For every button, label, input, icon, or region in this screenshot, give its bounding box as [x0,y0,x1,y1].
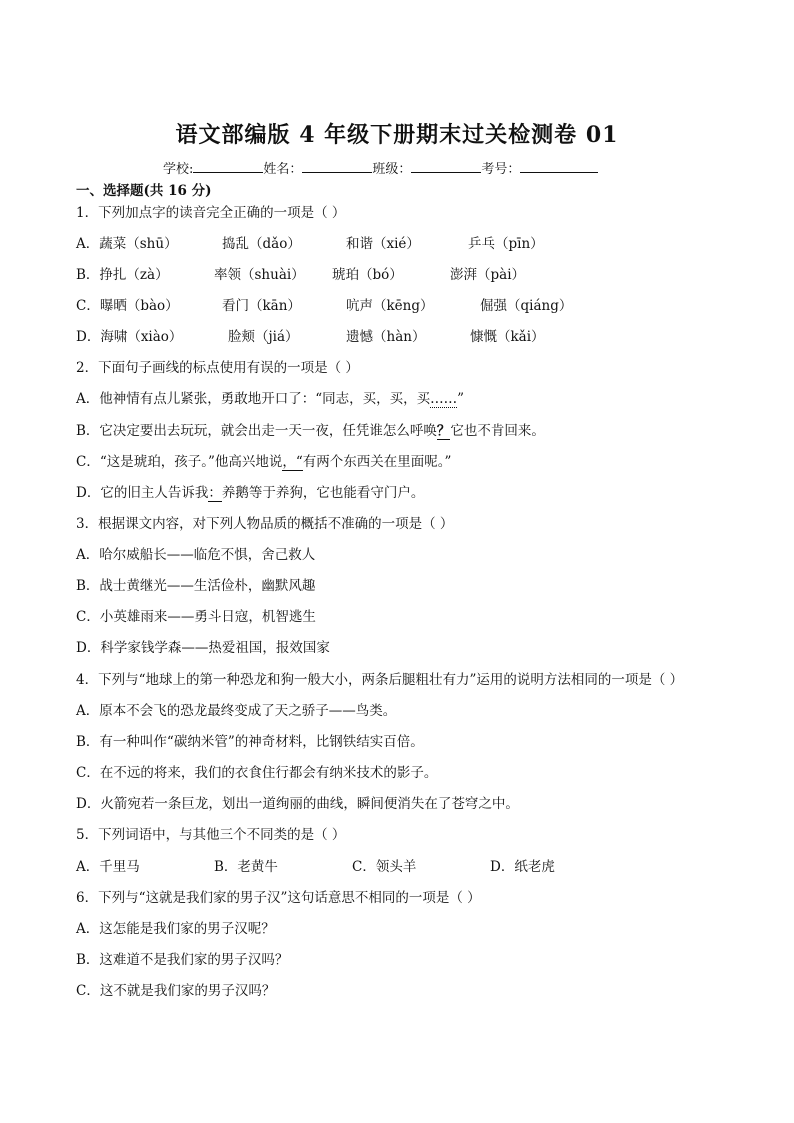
q1-b-item-4: 澎湃（pài） [450,267,526,283]
q1-c-item-3: 吭声（kēng） [346,298,434,314]
q1-c-item-1: C．曝晒（bào） [76,298,179,314]
school-blank[interactable] [193,160,263,173]
q4-option-b: B．有一种叫作“碳纳米管”的神奇材料，比钢铁结实百倍。 [76,734,424,750]
name-label: 姓名： [263,162,303,177]
class-label: 班级： [372,162,412,177]
q2-b-underlined-mark: ？ [436,423,451,439]
q2-c-underlined-mark: ，“ [282,454,303,470]
q1-d-item-4: 慷慨（kǎi） [470,329,545,345]
q1-c-item-4: 倔强（qiáng） [480,298,573,314]
question-1-stem: 1．下列加点字的读音完全正确的一项是（ ） [76,205,346,221]
q1-b-item-3: 琥珀（bó） [332,267,403,283]
q3-option-c: C．小英雄雨来——勇斗日寇，机智逃生 [76,609,316,625]
q4-option-d: D．火箭宛若一条巨龙，划出一道绚丽的曲线，瞬间便消失在了苍穹之中。 [76,796,519,812]
q1-d-item-2: 脸颊（jiá） [228,329,299,345]
q2-option-a [76,391,464,407]
q1-a-item-2: 捣乱（dǎo） [222,236,301,252]
q4-option-a: A．原本不会飞的恐龙最终变成了天之骄子——鸟类。 [76,703,397,719]
q2-b-rest: 它也不肯回来。 [450,423,545,439]
q5-option-a: A．千里马 [76,859,140,875]
q3-option-d: D．科学家钱学森——热爱祖国，报效国家 [76,640,330,656]
class-blank[interactable] [411,160,481,173]
q2-option-c [76,454,451,470]
question-3-stem: 3．根据课文内容，对下列人物品质的概括不准确的一项是（ ） [76,516,454,532]
q2-a-underlined-mark: …… [430,391,458,407]
question-4-stem: 4．下列与“地球上的第一种恐龙和狗一般大小，两条后腿粗壮有力”运用的说明方法相同的一项是（ ） [76,672,684,688]
exam-no-label: 考号： [481,162,521,177]
q5-option-d: D．纸老虎 [490,859,555,875]
q4-option-c: C．在不远的将来，我们的衣食住行都会有纳米技术的影子。 [76,765,438,781]
q1-b-item-1: B．挣扎（zà） [76,267,169,283]
name-blank[interactable] [302,160,372,173]
q2-d-underlined-mark: ： [208,485,222,501]
page-title: 语文部编版 4 年级下册期末过关检测卷 01 [175,122,619,148]
q1-a-item-4: 乒乓（pīn） [468,236,544,252]
q3-option-a: A．哈尔威船长——临危不惧，舍己救人 [76,547,316,563]
q3-option-b: B．战士黄继光——生活俭朴，幽默风趣 [76,578,316,594]
q1-c-item-2: 看门（kān） [222,298,301,314]
q1-b-item-2: 率领（shuài） [214,267,305,283]
exam-no-blank[interactable] [520,160,598,173]
q1-a-item-1: A．蔬菜（shū） [76,236,178,252]
q2-a-close: ” [457,391,465,407]
q2-a-text: A．他神情有点儿紧张，勇敢地开口了：“同志，买，买，买 [76,391,431,407]
section-heading: 一、选择题(共 16 分) [76,183,212,199]
q2-option-d [76,485,424,501]
q2-c-text: C．“这是琥珀，孩子。”他高兴地说 [76,454,283,470]
q2-b-text: B．它决定要出去玩玩，就会出走一天一夜，任凭谁怎么呼唤 [76,423,437,439]
q2-c-rest: 有两个东西关在里面呢。” [302,454,452,470]
q1-d-item-1: D．海啸（xiào） [76,329,183,345]
q2-d-text: D．它的旧主人告诉我 [76,485,209,501]
q6-option-b: B．这难道不是我们家的男子汉吗？ [76,952,289,968]
question-6-stem: 6．下列与“这就是我们家的男子汉”这句话意思不相同的一项是（ ） [76,890,481,906]
q6-option-c: C．这不就是我们家的男子汉吗？ [76,983,276,999]
q2-d-rest: 养鹅等于养狗，它也能看守门户。 [221,485,425,501]
school-label: 学校: [163,162,194,177]
q5-option-b: B．老黄牛 [214,859,278,875]
question-2-stem: 2．下面句子画线的标点使用有误的一项是（ ） [76,360,359,376]
q1-d-item-3: 遗憾（hàn） [346,329,426,345]
q6-option-a: A．这怎能是我们家的男子汉呢？ [76,921,275,937]
q1-a-item-3: 和谐（xié） [346,236,420,252]
q2-option-b [76,423,545,439]
question-5-stem: 5．下列词语中，与其他三个不同类的是（ ） [76,827,346,843]
q5-option-c: C．领头羊 [352,859,417,875]
student-info-line [163,158,598,177]
